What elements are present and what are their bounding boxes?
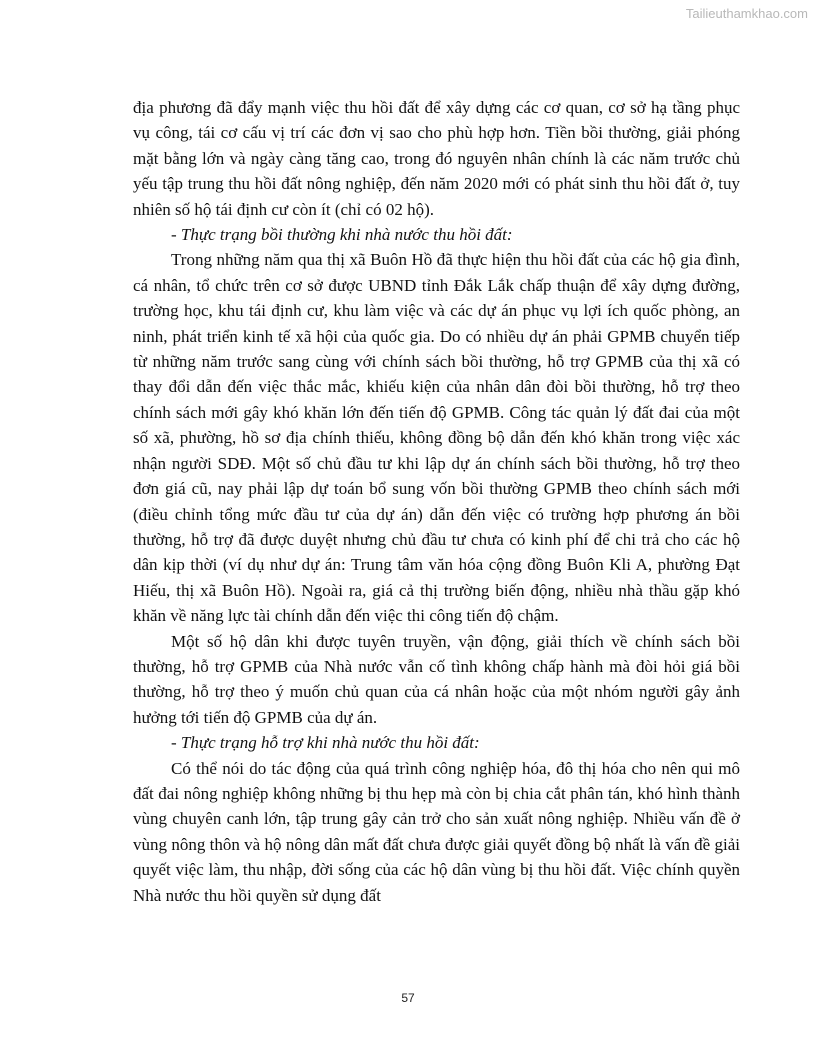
paragraph-support: Có thể nói do tác động của quá trình công nghiệp hóa, đô thị hóa cho nên qui mô đất đai nông nghiệp không những bị thu hẹp mà còn bị chia cắt phân tán, khó hình thành vùng chuyên canh lớn, tập trung gây cản trở cho sản xuất nông nghiệp. Nhiều vấn đề ở vùng nông thôn và hộ nông dân mất đất chưa được giải quyết đồng bộ nhất là vấn đề giải quyết việc làm, thu nhập, đời sống của các hộ dân vùng bị thu hồi đất. Việc chính quyền Nhà nước thu hồi quyền sử dụng đất (133, 758, 740, 905)
section-heading-compensation: - Thực trạng bồi thường khi nhà nước thu hồi đất: (171, 225, 513, 245)
watermark: Tailieuthamkhao.com (685, 6, 808, 21)
paragraph-households: Một số hộ dân khi được tuyên truyền, vận động, giải thích về chính sách bồi thường, hỗ trợ GPMB của Nhà nước vẫn cố tình không chấp hành mà đòi hỏi giá bồi thường, hỗ trợ theo ý muốn chủ quan của cá nhân hoặc của một nhóm người gây ảnh hưởng tới tiến độ GPMB của dự án. (133, 631, 740, 727)
section-heading-support: - Thực trạng hỗ trợ khi nhà nước thu hồi đất: (171, 733, 480, 753)
page-number: 57 (401, 991, 415, 1005)
page-body (133, 95, 740, 908)
paragraph-compensation: Trong những năm qua thị xã Buôn Hồ đã thực hiện thu hồi đất của các hộ gia đình, cá nhân, tổ chức trên cơ sở được UBND tỉnh Đắk Lắk chấp thuận để xây dựng đường, trường học, khu tái định cư, khu làm việc và các dự án phục vụ lợi ích quốc phòng, an ninh, phát triển kinh tế xã hội của quốc gia. Do có nhiều dự án phải GPMB chuyển tiếp từ những năm trước sang cùng với chính sách bồi thường, hỗ trợ GPMB của thị xã có thay đổi dẫn đến việc thắc mắc, khiếu kiện của nhân dân đòi bồi thường, hỗ trợ theo chính sách mới gây khó khăn lớn đến tiến độ GPMB. Công tác quản lý đất đai của một số xã, phường, hồ sơ địa chính thiếu, không đồng bộ dẫn đến khó khăn trong việc xác nhận người SDĐ. Một số chủ đầu tư khi lập dự án chính sách bồi thường, hỗ trợ theo đơn giá cũ, nay phải lập dự toán bổ sung vốn bồi thường GPMB theo chính sách mới (điều chỉnh tổng mức đầu tư của dự án) dẫn đến việc có trường hợp phương án bồi thường, hỗ trợ đã được duyệt nhưng chủ đầu tư chưa có kinh phí để chi trả cho các hộ dân kịp thời (ví dụ như dự án: Trung tâm văn hóa cộng đồng Buôn Kli A, phường Đạt Hiếu, thị xã Buôn Hồ). Ngoài ra, giá cả thị trường biến động, nhiều nhà thầu gặp khó khăn về năng lực tài chính dẫn đến việc thi công tiến độ chậm. (133, 250, 740, 626)
paragraph-intro: địa phương đã đẩy mạnh việc thu hồi đất để xây dựng các cơ quan, cơ sở hạ tầng phục vụ công, tái cơ cấu vị trí các đơn vị sao cho phù hợp hơn. Tiền bồi thường, giải phóng mặt bằng lớn và ngày càng tăng cao, trong đó nguyên nhân chính là các năm trước chủ yếu tập trung thu hồi đất nông nghiệp, đến năm 2020 mới có phát sinh thu hồi đất ở, tuy nhiên số hộ tái định cư còn ít (chỉ có 02 hộ). (133, 98, 740, 219)
